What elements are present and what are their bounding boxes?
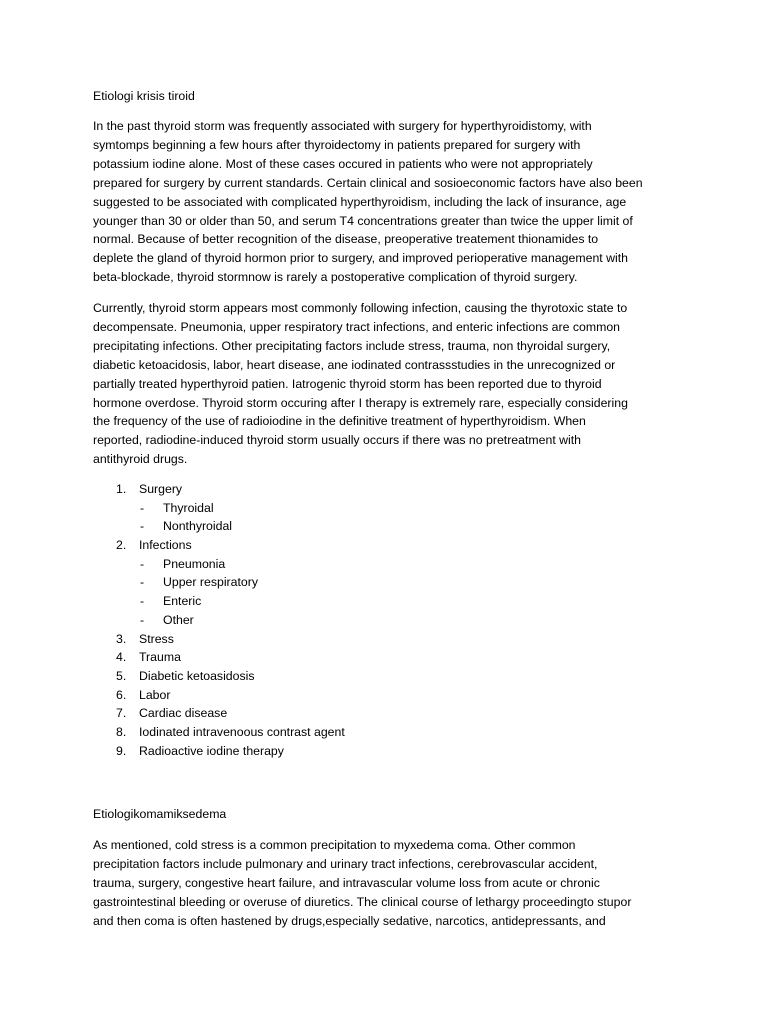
list-item-number: 9. — [116, 743, 127, 758]
paragraph-myxedema-coma — [93, 836, 683, 931]
list-subitem-marker: - — [140, 594, 145, 609]
paragraph-thyroid-surgery-line: In the past thyroid storm was frequently associated with surgery for hyperthyroidistomy, with — [93, 119, 592, 133]
list-item — [0, 686, 768, 705]
section-title-krisis-tiroid: Etiologi krisis tiroid — [93, 89, 195, 103]
list-item-label: Iodinated intravenoous contrast agent — [139, 724, 345, 739]
list-subitem — [0, 555, 768, 574]
list-subitem — [0, 592, 768, 611]
list-subitem-label: Upper respiratory — [163, 575, 258, 590]
paragraph-thyroid-infection-line: diabetic ketoacidosis, labor, heart disease, ane iodinated contrassstudies in the unrecognized or — [93, 357, 616, 372]
list-item-label: Cardiac disease — [139, 706, 228, 721]
list-item — [0, 536, 768, 555]
list-item — [0, 667, 768, 686]
list-subitem — [0, 499, 768, 518]
list-subitem-label: Pneumonia — [163, 556, 226, 571]
paragraph-myxedema-coma-line: gastrointestinal bleeding or overuse of diuretics. The clinical course of lethargy proceedingto stupor — [93, 894, 632, 909]
list-subitem-label: Thyroidal — [163, 500, 214, 515]
paragraph-thyroid-surgery-line: prepared for surgery by current standards. Certain clinical and sosioeconomic factors have also been — [93, 175, 643, 190]
list-item-label: Radioactive iodine therapy — [139, 743, 284, 758]
list-subitem — [0, 573, 768, 592]
paragraph-thyroid-surgery-line: symtomps beginning a few hours after thyroidectomy in patients prepared for surgery with — [93, 137, 581, 152]
section-title-koma-miksedema: Etiologikomamiksedema — [93, 807, 227, 821]
list-item-label: Surgery — [139, 482, 183, 496]
paragraph-thyroid-infection-line: partially treated hyperthyroid patien. Iatrogenic thyroid storm has been reported due to thyroid — [93, 376, 602, 391]
list-item — [0, 630, 768, 649]
list-subitem-label: Nonthyroidal — [163, 519, 233, 534]
list-item — [0, 704, 768, 723]
list-item — [0, 648, 768, 667]
list-subitem-label: Enteric — [163, 594, 202, 609]
list-subitem-label: Other — [163, 612, 194, 627]
list-item-number: 1. — [116, 482, 127, 496]
paragraph-thyroid-surgery-line: potassium iodine alone. Most of these cases occured in patients who were not appropriately — [93, 156, 593, 171]
list-item-number: 5. — [116, 668, 127, 683]
list-subitem-marker: - — [140, 612, 145, 627]
list-item-number: 4. — [116, 650, 127, 665]
paragraph-thyroid-infection-line: antithyroid drugs. — [93, 452, 188, 467]
paragraph-thyroid-infection-line: precipitating infections. Other precipitating factors include stress, trauma, non thyroidal surgery, — [93, 338, 611, 353]
paragraph-thyroid-surgery-line: suggested to be associated with complicated hyperthyroidism, including the lack of insurance, age — [93, 194, 627, 209]
list-item — [0, 723, 768, 742]
paragraph-thyroid-infection-line: decompensate. Pneumonia, upper respiratory tract infections, and enteric infections are common — [93, 319, 620, 334]
list-item-number: 6. — [116, 687, 127, 702]
paragraph-thyroid-surgery-line: deplete the gland of thyroid hormon prior to surgery, and improved perioperative management with — [93, 251, 628, 266]
paragraph-myxedema-coma-line: precipitation factors include pulmonary and urinary tract infections, cerebrovascular accident, — [93, 856, 598, 871]
paragraph-thyroid-infection — [93, 299, 683, 469]
paragraph-thyroid-infection-line: the frequency of the use of radioiodine in the definitive treatment of hyperthyroidism. When — [93, 414, 586, 429]
paragraph-myxedema-coma-line: and then coma is often hastened by drugs,especially sedative, narcotics, antidepressants, and — [93, 913, 606, 928]
paragraph-thyroid-infection-line: reported, radiodine-induced thyroid storm usually occurs if there was no pretreatment with — [93, 433, 582, 448]
list-item-label: Diabetic ketoasidosis — [139, 668, 255, 683]
list-item-label: Trauma — [139, 650, 181, 665]
list-subitem-marker: - — [140, 575, 145, 590]
list-item — [0, 480, 768, 499]
paragraph-myxedema-coma-line: As mentioned, cold stress is a common precipitation to myxedema coma. Other common — [93, 838, 576, 852]
list-item-label: Stress — [139, 631, 174, 646]
list-item-number: 3. — [116, 631, 127, 646]
etiology-list — [0, 480, 768, 760]
list-item-label: Labor — [139, 687, 171, 702]
paragraph-myxedema-coma-line: trauma, surgery, congestive heart failure, and intravascular volume loss from acute or chronic — [93, 875, 600, 890]
paragraph-thyroid-surgery — [93, 117, 683, 287]
list-subitem — [0, 611, 768, 630]
paragraph-thyroid-surgery-line: normal. Because of better recognition of the disease, preoperative treatement thionamides to — [93, 232, 599, 247]
paragraph-thyroid-infection-line: Currently, thyroid storm appears most commonly following infection, causing the thyrotoxic state to — [93, 301, 628, 315]
list-subitem-marker: - — [140, 500, 145, 515]
list-item-number: 7. — [116, 706, 127, 721]
paragraph-thyroid-surgery-line: beta-blockade, thyroid stormnow is rarely a postoperative complication of thyroid surgery. — [93, 270, 578, 285]
paragraph-thyroid-infection-line: hormone overdose. Thyroid storm occuring after I therapy is extremely rare, especially considering — [93, 395, 628, 410]
list-subitem — [0, 517, 768, 536]
list-subitem-marker: - — [140, 556, 145, 571]
list-item-number: 8. — [116, 724, 127, 739]
list-item — [0, 742, 768, 761]
paragraph-thyroid-surgery-line: younger than 30 or older than 50, and serum T4 concentrations greater than twice the upper limit of — [93, 213, 633, 228]
list-subitem-marker: - — [140, 519, 145, 534]
list-item-label: Infections — [139, 538, 192, 553]
list-item-number: 2. — [116, 538, 127, 553]
